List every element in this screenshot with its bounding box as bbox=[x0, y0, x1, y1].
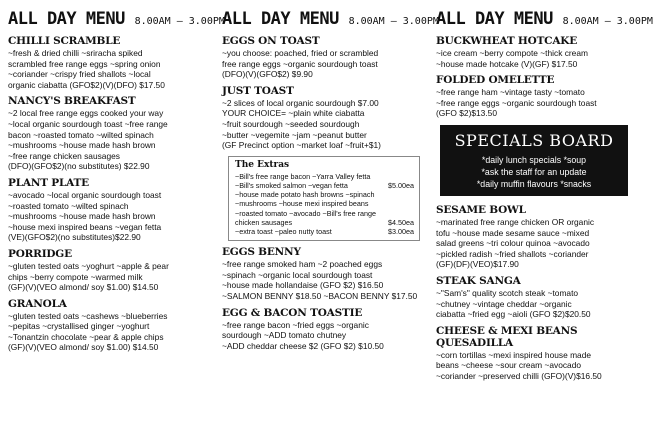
menu-item-title: FOLDED OMELETTE bbox=[436, 74, 555, 87]
section-list bbox=[8, 35, 210, 353]
menu-item-title: CHEESE & MEXI BEANS QUESADILLA bbox=[436, 324, 578, 349]
menu-item-description-line: (GF)(DF)(VEO)$17.90 bbox=[436, 259, 519, 270]
menu-item-description-line: ~roasted tomato ~wilted spinach bbox=[8, 200, 129, 211]
menu-item-title: CHILLI SCRAMBLE bbox=[8, 35, 121, 47]
section-list bbox=[436, 35, 632, 119]
menu-item-description-line: ~house made hotcake (V)(GF) $17.50 bbox=[436, 58, 578, 69]
menu-header: ALL DAY MENU 8.00AM – 3.00PM bbox=[8, 9, 225, 29]
specials-line: *daily muffin flavours *snacks bbox=[476, 178, 592, 189]
specials-board bbox=[440, 125, 628, 196]
menu-item-description-line: ~free range eggs ~organic sourdough toast bbox=[436, 97, 597, 108]
specials-line: *ask the staff for an update bbox=[481, 166, 587, 177]
menu-item-description-line: ~ice cream ~berry compote ~thick cream bbox=[436, 48, 588, 58]
menu-item-description-line: chips ~berry compote ~warmed milk bbox=[8, 271, 143, 282]
menu-item-description-line: ~butter ~vegemite ~jam ~peanut butter bbox=[222, 129, 367, 140]
menu-item-description-line: YOUR CHOICE= ~plain white ciabatta bbox=[222, 108, 365, 119]
menu-item-description-line: ~2 local free range eggs cooked your way bbox=[8, 108, 164, 119]
menu-item-description-line: ~avocado ~local organic sourdough toast bbox=[8, 189, 162, 200]
menu-item-title: GRANOLA bbox=[8, 297, 67, 310]
menu-item-description-line: ~corn tortillas ~mexi inspired house made bbox=[436, 349, 592, 360]
menu-item-title: JUST TOAST bbox=[222, 84, 294, 97]
menu-item-description-line: beans ~cheese ~sour cream ~avocado bbox=[436, 360, 582, 371]
menu-item-description-line: ~Tonantzin chocolate ~pear & apple chips bbox=[8, 331, 164, 342]
menu-item-description-line: ~chutney ~vintage cheddar ~organic bbox=[436, 298, 572, 309]
menu-item-description-line: ~free range bacon ~fried eggs ~organic bbox=[222, 319, 369, 330]
menu-item-description-line: (DFO)(GFO$2)(no substitutes) $22.90 bbox=[8, 161, 150, 172]
extras-item: ~mushrooms ~house mexi inspired beans bbox=[235, 199, 369, 209]
extras-item: ~Bill's smoked salmon ~vegan fetta bbox=[235, 180, 348, 190]
menu-item-description-line: bacon ~roasted tomato ~wilted spinach bbox=[8, 129, 154, 140]
menu-item-description-line: ~ADD cheddar cheese $2 (GFO $2) $10.50 bbox=[222, 340, 384, 351]
section-list bbox=[222, 35, 426, 151]
menu-item-title: BUCKWHEAT HOTCAKE bbox=[436, 35, 578, 47]
menu-item-description-line: ~mushrooms ~house made hash brown bbox=[8, 140, 156, 151]
menu-item-description-line: ~pickled radish ~fried shallots ~coriander bbox=[436, 248, 589, 259]
menu-item-description-line: ~fresh & dried chilli ~sriracha spiked bbox=[8, 48, 143, 58]
menu-item-description-line: ~free range smoked ham ~2 poached eggs bbox=[222, 259, 383, 270]
extras-price: $3.00ea bbox=[388, 226, 414, 236]
extras-price: $5.00ea bbox=[388, 180, 414, 190]
menu-item-description-line: (GF Precinct option ~market loaf ~fruit+$1) bbox=[222, 140, 381, 151]
menu-item-title: PORRIDGE bbox=[8, 247, 72, 260]
menu-item-description-line: ~free range ham ~vintage tasty ~tomato bbox=[436, 87, 585, 98]
menu-item-description-line: ~marinated free range chicken OR organic bbox=[436, 216, 595, 227]
menu-item-description-line: ~local organic sourdough toast ~free range bbox=[8, 118, 168, 129]
menu-item-description-line: (DFO)(V)(GFO$2) $9.90 bbox=[222, 69, 313, 80]
extras-row bbox=[235, 190, 414, 199]
menu-item-title: EGGS BENNY bbox=[222, 246, 301, 259]
menu-item-description-line: ~SALMON BENNY $18.50 ~BACON BENNY $17.50 bbox=[222, 290, 418, 301]
menu-header: ALL DAY MENU 8.00AM – 3.00PM bbox=[436, 9, 653, 29]
specials-line: *daily lunch specials *soup bbox=[481, 154, 587, 165]
menu-item-description-line: ~you choose: poached, fried or scrambled bbox=[222, 48, 379, 58]
menu-item-description-line: ~fruit sourdough ~seeded sourdough bbox=[222, 118, 360, 129]
menu-item-description-line: free range eggs ~organic sourdough toast bbox=[222, 58, 378, 69]
menu-item-description-line: sourdough ~ADD tomato chutney bbox=[222, 330, 347, 341]
extras-item: ~roasted tomato ~avocado ~Bill's free range bbox=[235, 208, 377, 218]
menu-item-description-line: ~gluten tested oats ~cashews ~blueberries bbox=[8, 310, 168, 321]
menu-item-description-line: ~house made hollandaise (GFO $2) $16.50 bbox=[222, 280, 384, 291]
extras-item: ~Bill's free range bacon ~Yarra Valley fetta bbox=[235, 171, 371, 181]
extras-box bbox=[228, 156, 420, 241]
extras-title: The Extras bbox=[235, 159, 290, 170]
extras-row bbox=[235, 181, 414, 190]
section-list bbox=[436, 204, 632, 382]
menu-item-title: SESAME BOWL bbox=[436, 203, 526, 216]
menu-item-description-line: organic ciabatta (GFO$2)(V)(DFO) $17.50 bbox=[8, 79, 165, 90]
section-list bbox=[222, 246, 426, 351]
menu-column-1 bbox=[8, 0, 225, 353]
menu-item-description-line: ~spinach ~organic local sourdough toast bbox=[222, 269, 373, 280]
extras-item: ~house made potato hash browns ~spinach bbox=[235, 190, 375, 200]
extras-row bbox=[235, 209, 414, 218]
menu-item-description-line: ~gluten tested oats ~yoghurt ~apple & pear bbox=[8, 260, 169, 271]
menu-item-description-line: (VE)(GFO$2)(no substitutes)$22.90 bbox=[8, 232, 141, 243]
extras-row bbox=[235, 172, 414, 181]
extras-item: ~extra toast ~paleo nutty toast bbox=[235, 226, 332, 236]
menu-item-description-line: (GF)(V)(VEO almond/ soy $1.00) $14.50 bbox=[8, 342, 159, 353]
extras-row bbox=[235, 218, 414, 227]
menu-item-description-line: ~2 slices of local organic sourdough $7.00 bbox=[222, 97, 379, 108]
extras-row bbox=[235, 199, 414, 208]
menu-item-description-line: tofu ~house made sesame sauce ~mixed bbox=[436, 227, 590, 238]
menu-column-3 bbox=[436, 0, 653, 382]
menu-item-description-line: ~coriander ~crispy fried shallots ~local bbox=[8, 69, 151, 80]
extras-price: $4.50ea bbox=[388, 217, 414, 227]
extras-item: chicken sausages bbox=[235, 217, 293, 227]
extras-list bbox=[235, 172, 414, 236]
menu-item-description-line: ~"Sam's" quality scotch steak ~tomato bbox=[436, 287, 579, 298]
menu-header: ALL DAY MENU 8.00AM – 3.00PM bbox=[222, 9, 439, 29]
menu-item-description-line: ciabatta ~fried egg ~aioli (GFO $2)$20.50 bbox=[436, 309, 591, 320]
menu-item-title: PLANT PLATE bbox=[8, 176, 89, 189]
menu-item-description-line: ~mushrooms ~house made hash brown bbox=[8, 211, 156, 222]
menu-item-description-line: ~pepitas ~crystallised ginger ~yoghurt bbox=[8, 321, 150, 332]
menu-item-description-line: ~coriander ~preserved chilli (GFO)(V)$16.50 bbox=[436, 370, 602, 381]
menu-item-description-line: ~house mexi inspired beans ~vegan fetta bbox=[8, 221, 162, 232]
specials-title: SPECIALS BOARD bbox=[454, 130, 614, 150]
menu-item-title: NANCY'S BREAKFAST bbox=[8, 95, 136, 108]
menu-column-2 bbox=[222, 0, 439, 351]
menu-item-title: EGGS ON TOAST bbox=[222, 35, 320, 47]
extras-row bbox=[235, 227, 414, 236]
menu-item-description-line: (GF)(V)(VEO almond/ soy $1.00) $14.50 bbox=[8, 282, 159, 293]
menu-item-description-line: (GFO $2)$13.50 bbox=[436, 108, 497, 119]
menu-item-description-line: salad greens ~tri colour quinoa ~avocado bbox=[436, 238, 590, 249]
menu-item-title: STEAK SANGA bbox=[436, 274, 521, 287]
menu-item-description-line: scrambled free range eggs ~spring onion bbox=[8, 58, 161, 69]
menu-item-title: EGG & BACON TOASTIE bbox=[222, 306, 363, 319]
menu-item-description-line: ~free range chicken sausages bbox=[8, 150, 120, 161]
